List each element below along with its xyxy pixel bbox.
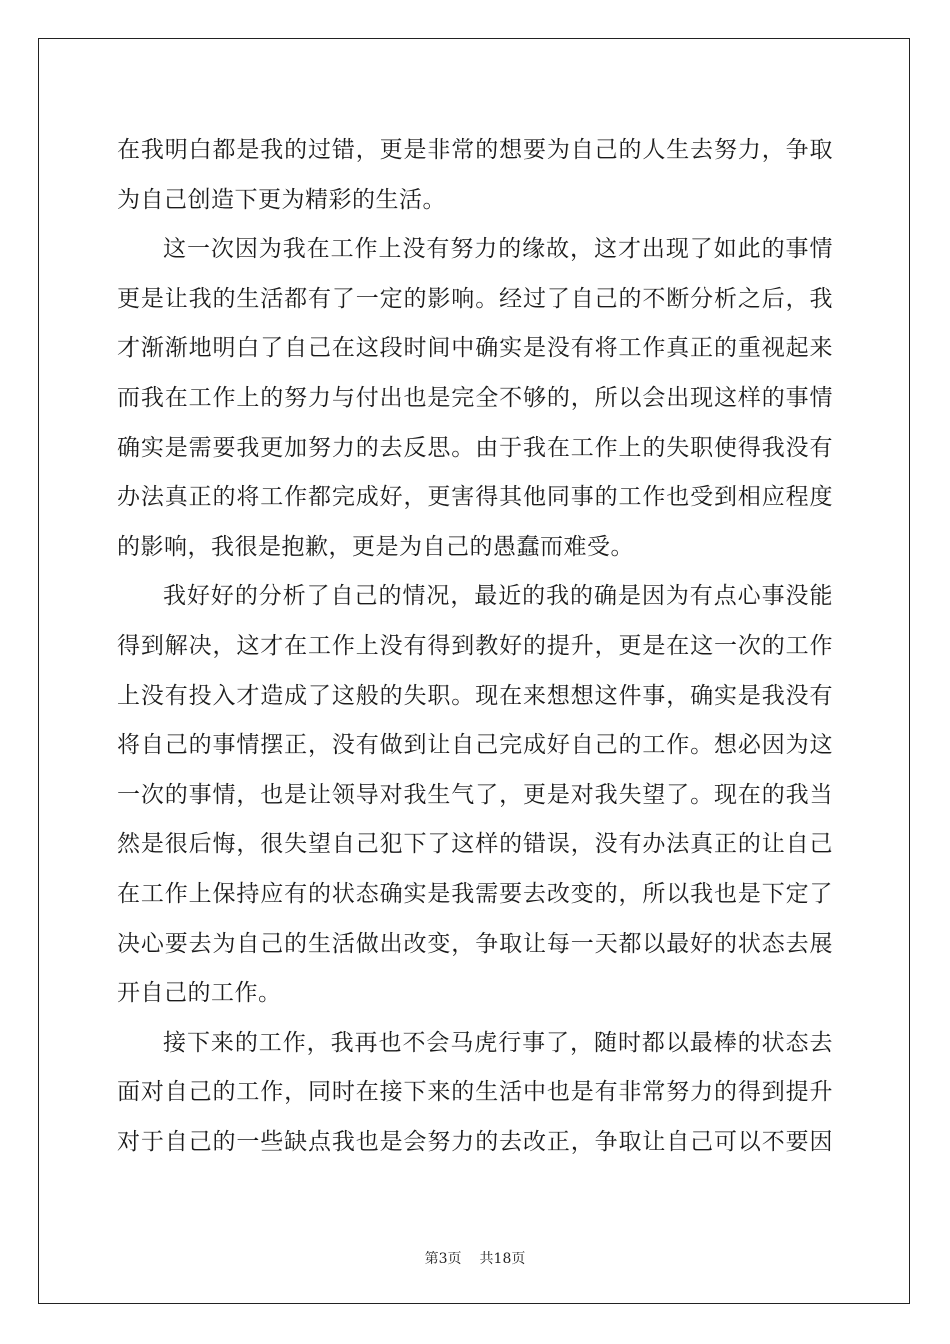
text-line: 决心要去为自己的生活做出改变，争取让每一天都以最好的状态去展 (117, 930, 833, 957)
text-line: 一次的事情，也是让领导对我生气了，更是对我失望了。现在的我当 (117, 781, 833, 808)
page-footer (0, 1248, 950, 1268)
text-line: 然是很后悔，很失望自己犯下了这样的错误，没有办法真正的让自己 (117, 831, 833, 858)
text-line: 上没有投入才造成了这般的失职。现在来想想这件事，确实是我没有 (117, 682, 833, 709)
text-line: 在我明白都是我的过错，更是非常的想要为自己的人生去努力，争取 (117, 137, 833, 163)
text-line: 才渐渐地明白了自己在这段时间中确实是没有将工作真正的重视起来 (117, 335, 833, 362)
text-line: 面对自己的工作，同时在接下来的生活中也是有非常努力的得到提升 (117, 1079, 833, 1106)
text-line: 接下来的工作，我再也不会马虎行事了，随时都以最棒的状态去 (163, 1029, 833, 1056)
text-line: 将自己的事情摆正，没有做到让自己完成好自己的工作。想必因为这 (117, 732, 833, 759)
text-line: 为自己创造下更为精彩的生活。 (117, 186, 446, 213)
text-line: 的影响，我很是抱歉，更是为自己的愚蠢而难受。 (117, 533, 634, 560)
text-line: 对于自己的一些缺点我也是会努力的去改正，争取让自己可以不要因 (117, 1128, 833, 1155)
text-line: 得到解决，这才在工作上没有得到教好的提升，更是在这一次的工作 (117, 632, 833, 659)
current-page-label: 第3页 (424, 1251, 462, 1267)
document-body (117, 126, 833, 1167)
text-line: 我好好的分析了自己的情况，最近的我的确是因为有点心事没能 (163, 583, 833, 610)
total-pages-label: 共18页 (479, 1251, 526, 1267)
text-line: 这一次因为我在工作上没有努力的缘故，这才出现了如此的事情 (163, 236, 833, 263)
text-line: 在工作上保持应有的状态确实是我需要去改变的，所以我也是下定了 (117, 880, 833, 907)
text-line: 更是让我的生活都有了一定的影响。经过了自己的不断分析之后，我 (117, 285, 833, 312)
text-line: 确实是需要我更加努力的去反思。由于我在工作上的失职使得我没有 (117, 434, 833, 461)
text-line: 而我在工作上的努力与付出也是完全不够的，所以会出现这样的事情 (117, 384, 833, 411)
text-line: 开自己的工作。 (117, 980, 282, 1007)
text-line: 办法真正的将工作都完成好，更害得其他同事的工作也受到相应程度 (117, 484, 833, 511)
